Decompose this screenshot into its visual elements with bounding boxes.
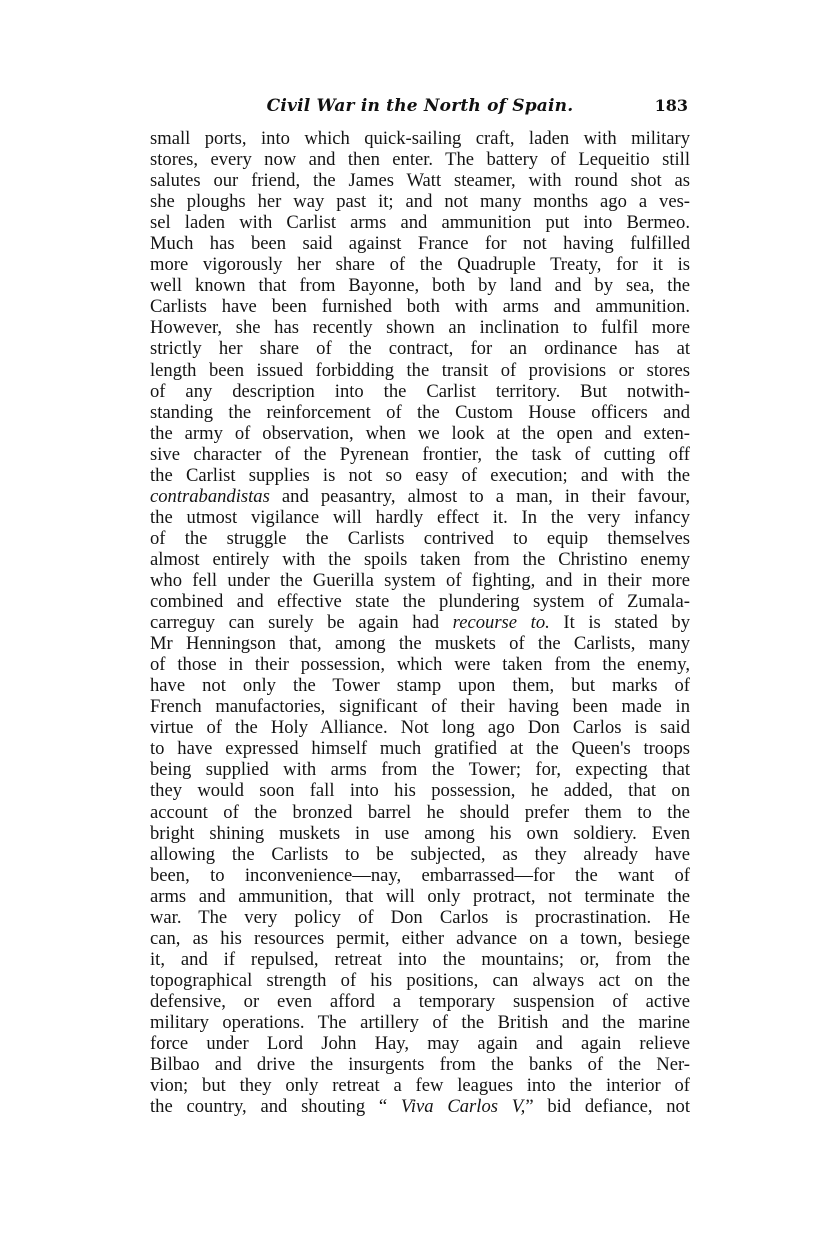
- text-line: allowing the Carlists to be subjected, as they already have: [150, 843, 690, 865]
- text-line: the army of observation, when we look at the open and exten-: [150, 422, 690, 444]
- text-line: they would soon fall into his possession, he added, that on: [150, 780, 690, 802]
- text-line: been, to inconvenience—nay, embarrassed—for the want of: [150, 864, 690, 886]
- text-line: military operations. The artillery of the British and the marine: [150, 1011, 690, 1033]
- text-line: force under Lord John Hay, may again and again relieve: [150, 1033, 690, 1055]
- text-line: virtue of the Holy Alliance. Not long ago Don Carlos is said: [150, 717, 690, 739]
- text-line: Bilbao and drive the insurgents from the banks of the Ner-: [150, 1054, 690, 1076]
- text-line: can, as his resources permit, either advance on a town, besiege: [150, 927, 690, 949]
- text-line: stores, every now and then enter. The battery of Lequeitio still: [150, 149, 690, 171]
- text-line: standing the reinforcement of the Custom House officers and: [150, 401, 690, 423]
- text-line: of any description into the Carlist territory. But notwith-: [150, 380, 690, 402]
- text-line: who fell under the Guerilla system of fighting, and in their more: [150, 569, 690, 591]
- page-number: 183: [654, 96, 688, 115]
- text-line: she ploughs her way past it; and not many months ago a ves-: [150, 191, 690, 213]
- text-line: defensive, or even afford a temporary suspension of active: [150, 990, 690, 1012]
- text-line: length been issued forbidding the transit of provisions or stores: [150, 359, 690, 381]
- text-line: war. The very policy of Don Carlos is procrastination. He: [150, 906, 690, 928]
- text-line: However, she has recently shown an inclination to fulfil more: [150, 317, 690, 339]
- text-line: being supplied with arms from the Tower; for, expecting that: [150, 759, 690, 781]
- text-line: well known that from Bayonne, both by land and by sea, the: [150, 275, 690, 297]
- text-line: almost entirely with the spoils taken from the Christino enemy: [150, 548, 690, 570]
- text-line: sive character of the Pyrenean frontier, the task of cutting off: [150, 443, 690, 465]
- text-line: French manufactories, significant of their having been made in: [150, 696, 690, 718]
- text-line: Carlists have been furnished both with arms and ammunition.: [150, 296, 690, 318]
- text-line: Mr Henningson that, among the muskets of the Carlists, many: [150, 633, 690, 655]
- text-line: more vigorously her share of the Quadruple Treaty, for it is: [150, 254, 690, 276]
- text-line: combined and effective state the plundering system of Zumala-: [150, 591, 690, 613]
- page-header: [150, 96, 690, 122]
- running-title: Civil War in the North of Spain.: [266, 96, 574, 116]
- italic-phrase: recourse to.: [452, 612, 550, 634]
- text-line: topographical strength of his positions, can always act on the: [150, 969, 690, 991]
- body-text: [150, 128, 690, 1117]
- text-line: the Carlist supplies is not so easy of execution; and with the: [150, 464, 690, 486]
- text-line: the country, and shouting “ Viva Carlos V,” bid defiance, not: [150, 1096, 690, 1118]
- text-line: carreguy can surely be again had recourse to. It is stated by: [150, 612, 690, 634]
- text-line: small ports, into which quick-sailing craft, laden with military: [150, 128, 690, 149]
- italic-phrase: contrabandistas: [150, 485, 270, 507]
- text-line: arms and ammunition, that will only protract, not terminate the: [150, 885, 690, 907]
- text-line: of those in their possession, which were taken from the enemy,: [150, 654, 690, 676]
- text-line: salutes our friend, the James Watt steamer, with round shot as: [150, 170, 690, 192]
- italic-phrase: Viva Carlos V,: [400, 1096, 526, 1118]
- text-line: have not only the Tower stamp upon them, but marks of: [150, 675, 690, 697]
- text-line: Much has been said against France for not having fulfilled: [150, 233, 690, 255]
- text-line: account of the bronzed barrel he should prefer them to the: [150, 801, 690, 823]
- text-line: to have expressed himself much gratified at the Queen's troops: [150, 738, 690, 760]
- text-line: the utmost vigilance will hardly effect it. In the very infancy: [150, 506, 690, 528]
- text-line: strictly her share of the contract, for an ordinance has at: [150, 338, 690, 360]
- text-line: sel laden with Carlist arms and ammunition put into Bermeo.: [150, 212, 690, 234]
- text-line: bright shining muskets in use among his own soldiery. Even: [150, 822, 690, 844]
- text-line: contrabandistas and peasantry, almost to a man, in their favour,: [150, 485, 690, 507]
- text-line: of the struggle the Carlists contrived to equip themselves: [150, 527, 690, 549]
- text-line: vion; but they only retreat a few leagues into the interior of: [150, 1075, 690, 1097]
- text-line: it, and if repulsed, retreat into the mountains; or, from the: [150, 948, 690, 970]
